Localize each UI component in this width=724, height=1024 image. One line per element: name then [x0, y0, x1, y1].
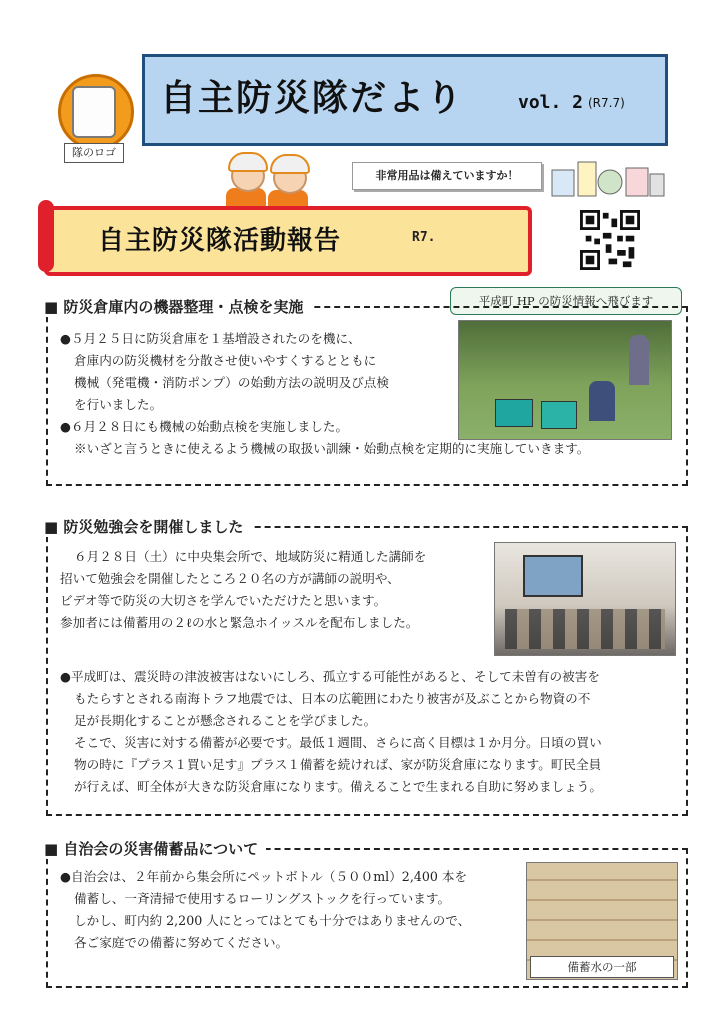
section1-heading: ■ 防災倉庫内の機器整理・点検を実施 — [44, 296, 311, 317]
section1-text-2 — [60, 416, 680, 460]
section2-line-5: ●平成町は、震災時の津波被害はないにしろ、孤立する可能性があると、そして未曽有の被害を — [60, 669, 600, 684]
section2-line-7: 足が長期化することが懸念されることを学びました。 — [74, 713, 377, 728]
helmet-character-left — [224, 148, 268, 206]
section2-line-3: ビデオ等で防災の大切さを学んでいただけたと思います。 — [60, 593, 387, 608]
stockpile-photo-caption: 備蓄水の一部 — [530, 956, 674, 978]
section1-line-5: ●６月２８日にも機械の始動点検を実施しました。 — [60, 419, 349, 434]
hp-link-note[interactable]: 平成町 HP の防災情報へ飛びます — [450, 287, 682, 315]
emergency-goods-icon — [548, 152, 666, 202]
activity-report-year: R7. — [412, 230, 436, 245]
section1-line-3: 機械（発電機・消防ポンプ）の始動方法の説明及び点検 — [74, 375, 389, 390]
logo-caption: 隊のロゴ — [64, 143, 124, 163]
qr-code-icon[interactable] — [580, 210, 640, 270]
section2-body — [60, 666, 680, 798]
section2-line-1: ６月２８日（土）に中央集会所で、地域防災に精通した講師を — [74, 549, 427, 564]
section2-heading: ■ 防災勉強会を開催しました — [44, 516, 251, 537]
logo-emblem-icon — [72, 86, 116, 138]
section2-line-8: そこで、災害に対する備蓄が必要です。最低１週間、さらに高く目標は１か月分。日頃の買い — [74, 735, 602, 750]
section1-line-6: ※いざと言うときに使えるよう機械の取扱い訓練・始動点検を定期的に実施していきます。 — [74, 441, 590, 456]
section1-line-2: 倉庫内の防災機材を分散させ使いやすくするとともに — [74, 353, 377, 368]
section3-heading: ■ 自治会の災害備蓄品について — [44, 838, 266, 859]
page-title: 自主防災隊だより — [160, 78, 465, 119]
activity-report-title: 自主防災隊活動報告 — [98, 226, 342, 256]
section2-line-9: 物の時に『プラス１買い足す』プラス１備蓄を続ければ、家が防災倉庫になります。町民全員 — [74, 757, 602, 772]
emergency-goods-prompt: 非常用品は備えていますか！ — [352, 162, 542, 190]
section1-text — [60, 328, 460, 416]
volume-date: (R7.7) — [588, 96, 625, 110]
section3-text — [60, 866, 530, 954]
section3-line-1: ●自治会は、２年前から集会所にペットボトル（５００ml）2,400 本を — [60, 869, 468, 884]
section2-line-6: もたらすとされる南海トラフ地震では、日本の広範囲にわたり被害が及ぶことから物資の不 — [74, 691, 591, 706]
section3-line-2: 備蓄し、一斉清掃で使用するローリングストックを行っています。 — [74, 891, 451, 906]
section1-line-4: を行いました。 — [74, 397, 163, 412]
helmet-character-right — [266, 150, 310, 208]
section3-line-4: 各ご家庭での備蓄に努めてください。 — [74, 935, 289, 950]
study-session-photo — [494, 542, 676, 656]
volume-label: vol. 2 — [518, 92, 584, 113]
section2-line-4: 参加者には備蓄用の２ℓの水と緊急ホイッスルを配布しました。 — [60, 615, 419, 630]
section2-intro — [60, 546, 490, 634]
banner-scroll-edge — [38, 200, 54, 272]
section2-line-2: 招いて勉強会を開催したところ２０名の方が講師の説明や、 — [60, 571, 400, 586]
section2-line-10: が行えば、町全体が大きな防災倉庫になります。備えることで生まれる自助に努めましょう。 — [74, 779, 602, 794]
section3-line-3: しかし、町内約 2,200 人にとってはとても十分ではありませんので、 — [74, 913, 471, 928]
section1-line-1: ●５月２５日に防災倉庫を１基増設されたのを機に、 — [60, 331, 361, 346]
